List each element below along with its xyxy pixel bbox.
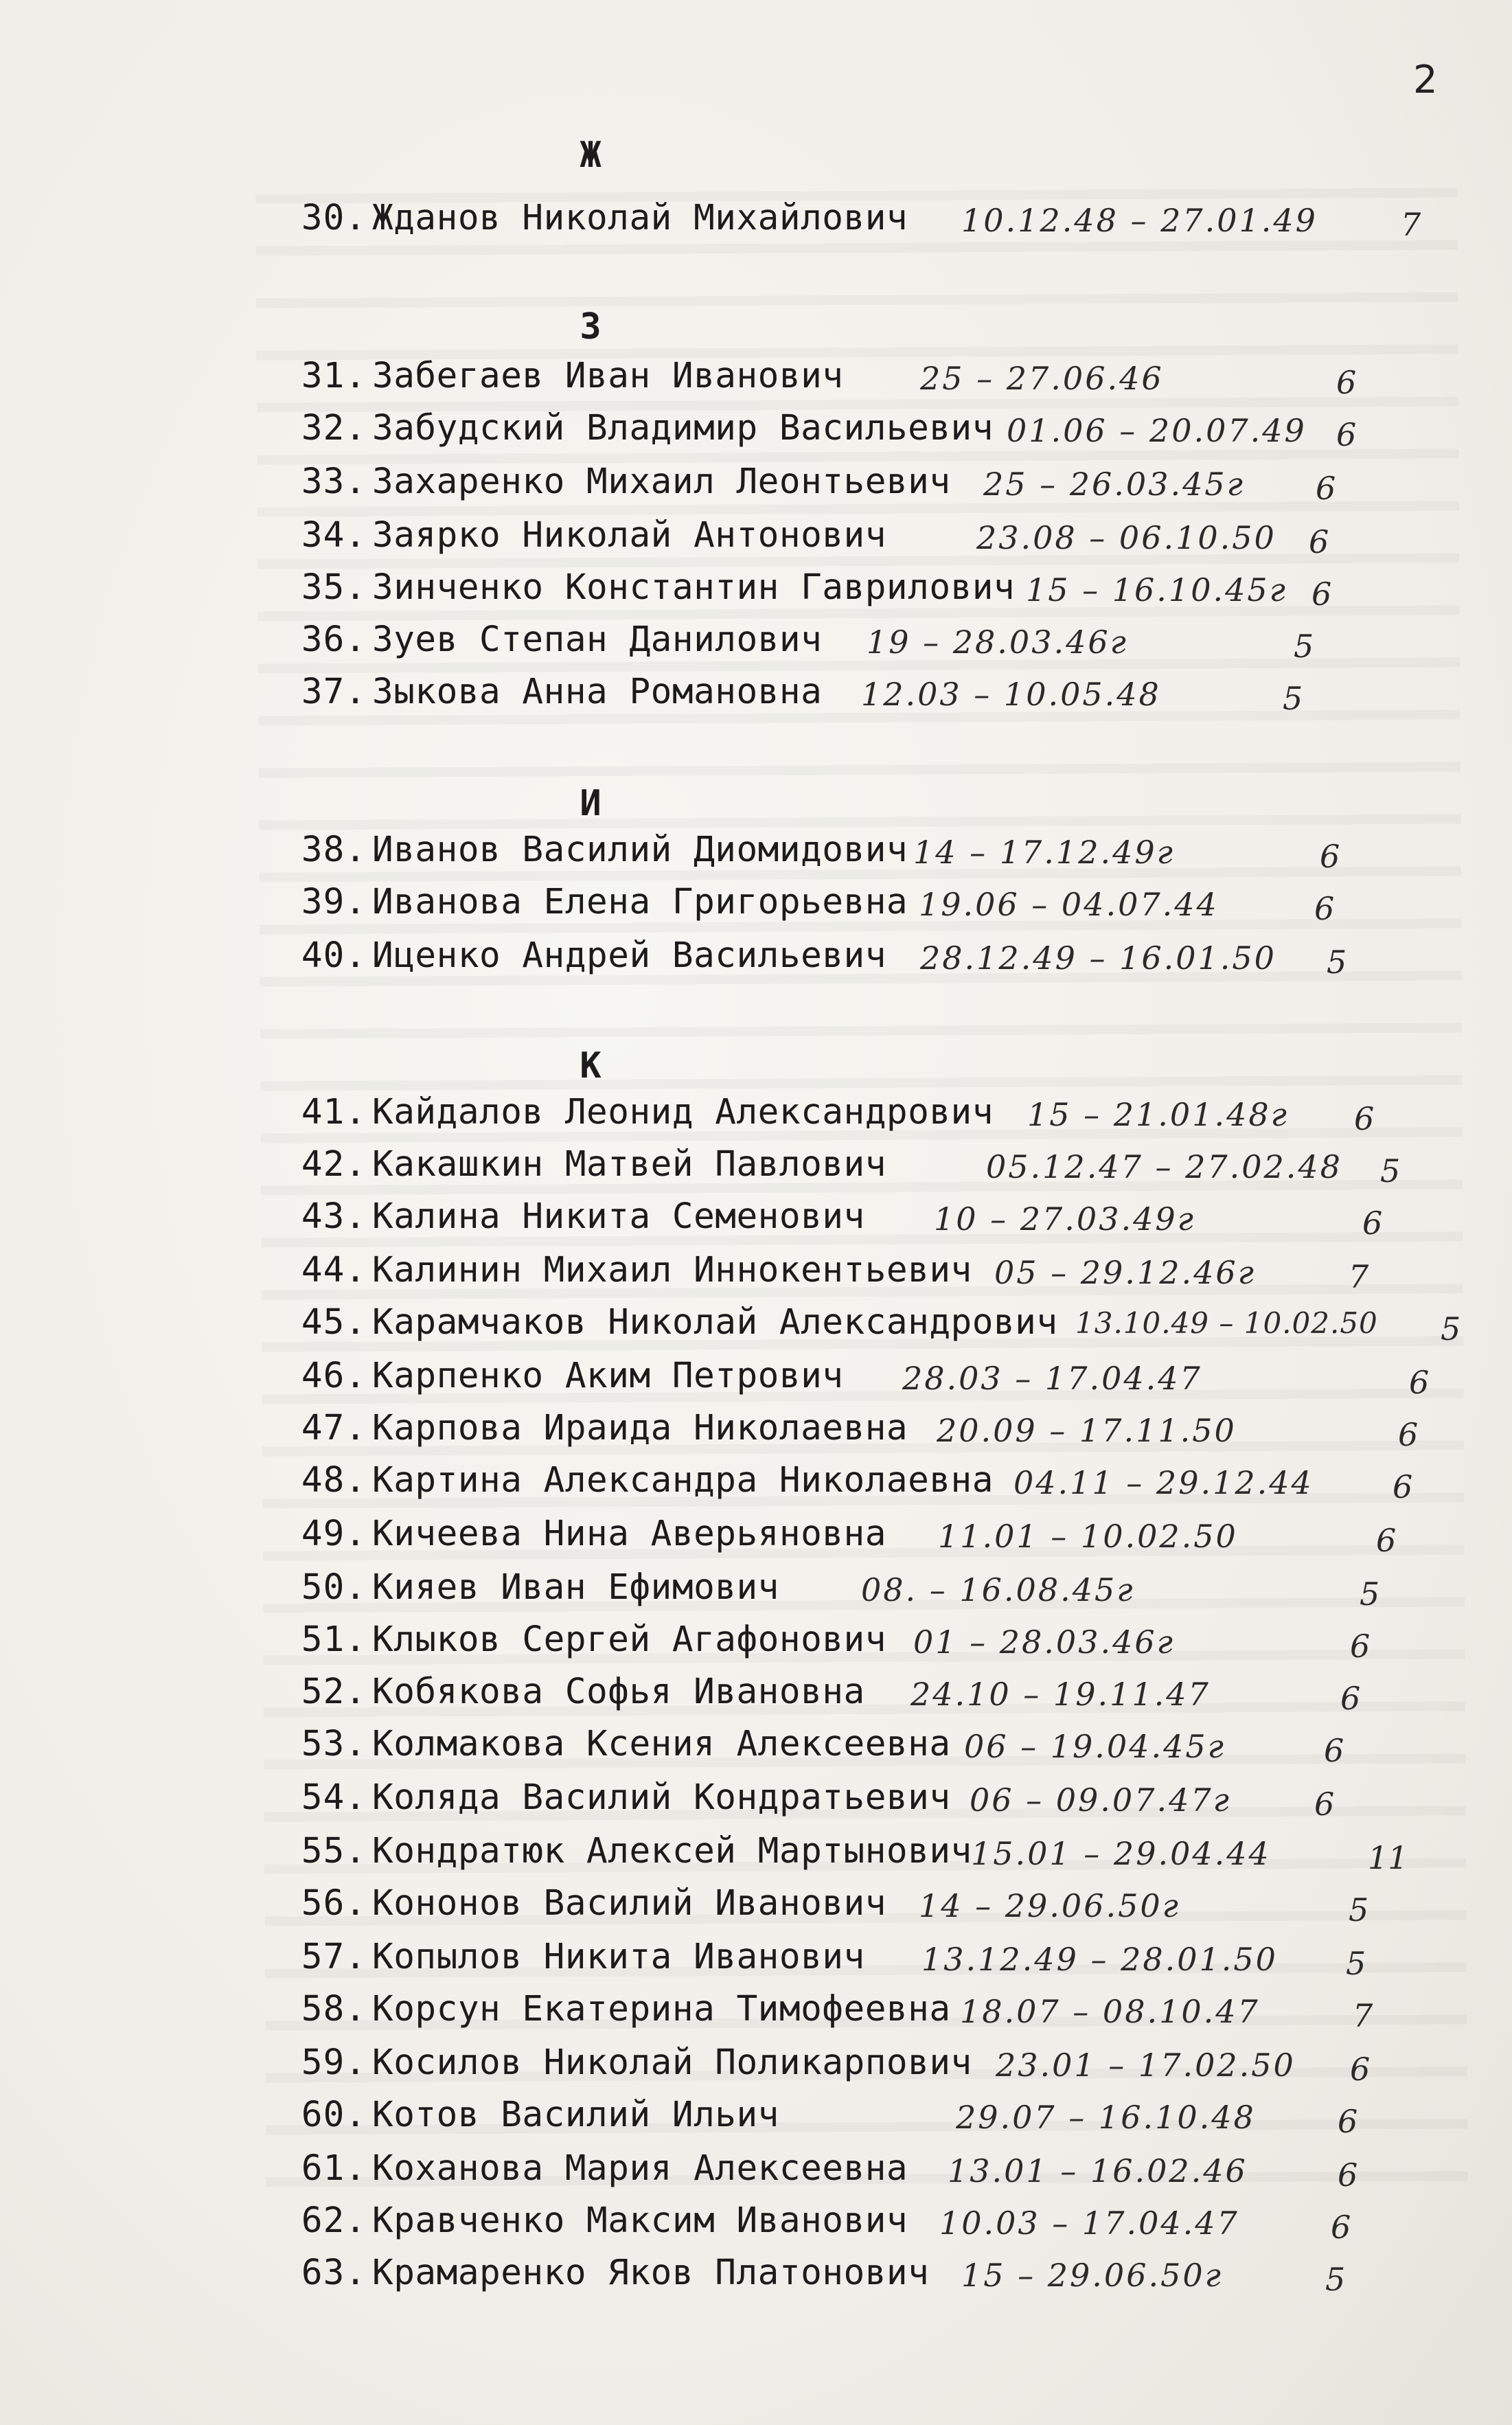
entry-dates: 13.12.49 – 28.01.50 bbox=[921, 1941, 1278, 1978]
entry-number: 35. bbox=[301, 567, 367, 608]
entry-dates: 15 – 21.01.48г bbox=[1027, 1096, 1289, 1133]
entry-dates: 13.01 – 16.02.46 bbox=[948, 2152, 1248, 2189]
entry-name: Захаренко Михаил Леонтьевич bbox=[372, 462, 951, 502]
entry-grade: 6 bbox=[1331, 2209, 1351, 2246]
entry-number: 41. bbox=[301, 1092, 367, 1132]
entry-number: 34. bbox=[301, 515, 367, 556]
list-item bbox=[0, 672, 1512, 724]
entry-number: 30. bbox=[301, 198, 367, 238]
entry-number: 54. bbox=[301, 1777, 367, 1818]
list-item bbox=[0, 1514, 1512, 1566]
entry-name: Косилов Николай Поликарпович bbox=[372, 2042, 972, 2083]
list-item bbox=[0, 2148, 1512, 2200]
entry-number: 62. bbox=[301, 2200, 367, 2241]
entry-grade: 6 bbox=[1314, 890, 1335, 927]
entry-name: Кияев Иван Ефимович bbox=[372, 1567, 779, 1608]
list-item bbox=[0, 2200, 1512, 2253]
list-item bbox=[0, 1883, 1512, 1935]
entry-grade: 11 bbox=[1368, 1839, 1408, 1876]
entry-dates: 28.03 – 17.04.47 bbox=[902, 1360, 1202, 1397]
entry-grade: 6 bbox=[1350, 2051, 1371, 2088]
entry-dates: 14 – 29.06.50г bbox=[919, 1887, 1180, 1924]
entry-grade: 6 bbox=[1350, 1628, 1371, 1665]
entry-grade: 7 bbox=[1349, 1258, 1369, 1295]
list-item bbox=[0, 1724, 1512, 1776]
list-item bbox=[0, 1937, 1512, 1989]
entry-number: 56. bbox=[301, 1883, 367, 1924]
list-item bbox=[0, 515, 1512, 567]
entry-number: 59. bbox=[301, 2042, 367, 2083]
entry-dates: 15 – 29.06.50г bbox=[961, 2257, 1223, 2294]
entry-dates: 10.12.48 – 27.01.49 bbox=[961, 202, 1318, 239]
entry-name: Картина Александра Николаевна bbox=[372, 1460, 994, 1501]
entry-dates: 14 – 17.12.49г bbox=[913, 834, 1175, 871]
entry-dates: 19 – 28.03.46г bbox=[867, 624, 1128, 661]
section-letter-zh: Ж bbox=[580, 135, 602, 176]
entry-grade: 5 bbox=[1325, 2261, 1346, 2298]
entry-number: 61. bbox=[301, 2148, 367, 2189]
entry-number: 50. bbox=[301, 1567, 367, 1608]
entry-dates: 06 – 19.04.45г bbox=[964, 1728, 1226, 1765]
entry-dates: 15.01 – 29.04.44 bbox=[971, 1835, 1271, 1872]
entry-name: Кондратюк Алексей Мартынович bbox=[372, 1831, 972, 1871]
entry-number: 42. bbox=[301, 1144, 367, 1185]
entry-name: Кононов Василий Иванович bbox=[372, 1883, 886, 1924]
list-item bbox=[0, 1567, 1512, 1619]
entry-grade: 6 bbox=[1338, 2156, 1358, 2194]
entry-grade: 6 bbox=[1324, 1732, 1344, 1769]
entry-name: Иванова Елена Григорьевна bbox=[372, 882, 908, 922]
entry-dates: 24.10 – 19.11.47 bbox=[910, 1676, 1211, 1713]
list-item bbox=[0, 1460, 1512, 1512]
list-item bbox=[0, 462, 1512, 514]
entry-dates: 23.08 – 06.10.50 bbox=[976, 519, 1276, 556]
section-letter-i: И bbox=[580, 783, 602, 824]
page-number: 2 bbox=[1413, 58, 1438, 102]
entry-grade: 6 bbox=[1362, 1205, 1383, 1242]
entry-name: Кайдалов Леонид Александрович bbox=[372, 1092, 994, 1132]
entry-grade: 5 bbox=[1294, 628, 1314, 665]
entry-number: 60. bbox=[301, 2095, 367, 2135]
entry-grade: 5 bbox=[1327, 944, 1347, 981]
entry-grade: 6 bbox=[1354, 1100, 1375, 1137]
entry-dates: 06 – 09.07.47г bbox=[970, 1781, 1231, 1819]
list-item bbox=[0, 1092, 1512, 1144]
entry-dates: 10.03 – 17.04.47 bbox=[939, 2205, 1239, 2242]
entry-dates: 28.12.49 – 16.01.50 bbox=[920, 940, 1276, 977]
entry-number: 63. bbox=[301, 2253, 367, 2293]
list-item bbox=[0, 830, 1512, 882]
entry-dates: 01.06 – 20.07.49 bbox=[1007, 412, 1307, 449]
entry-dates: 29.07 – 16.10.48 bbox=[956, 2099, 1256, 2136]
entry-number: 52. bbox=[301, 1672, 367, 1712]
entry-name: Заярко Николай Антонович bbox=[372, 515, 886, 556]
entry-name: Кравченко Максим Иванович bbox=[372, 2200, 908, 2241]
entry-name: Калинин Михаил Иннокентьевич bbox=[372, 1250, 972, 1290]
entry-dates: 10 – 27.03.49г bbox=[934, 1200, 1195, 1238]
entry-name: Котов Василий Ильич bbox=[372, 2095, 779, 2135]
entry-name: Коляда Василий Кондратьевич bbox=[372, 1777, 951, 1818]
entry-number: 31. bbox=[301, 356, 367, 396]
entry-name: Зуев Степан Данилович bbox=[372, 619, 823, 660]
list-item bbox=[0, 1672, 1512, 1724]
entry-dates: 05 – 29.12.46г bbox=[994, 1254, 1256, 1291]
entry-dates: 25 – 26.03.45г bbox=[983, 466, 1245, 503]
list-item bbox=[0, 1196, 1512, 1249]
entry-grade: 6 bbox=[1320, 838, 1340, 875]
list-item bbox=[0, 2042, 1512, 2095]
entry-name: Карпенко Аким Петрович bbox=[372, 1356, 844, 1396]
list-item bbox=[0, 356, 1512, 408]
list-item bbox=[0, 2253, 1512, 2305]
entry-number: 32. bbox=[301, 408, 367, 448]
entry-name: Забудский Владимир Васильевич bbox=[372, 408, 994, 448]
entry-dates: 23.01 – 17.02.50 bbox=[996, 2047, 1296, 2084]
entry-name: Клыков Сергей Агафонович bbox=[372, 1619, 886, 1660]
entry-dates: 19.06 – 04.07.44 bbox=[919, 886, 1219, 923]
entry-name: Забегаев Иван Иванович bbox=[372, 356, 844, 396]
list-item bbox=[0, 567, 1512, 619]
list-item bbox=[0, 1250, 1512, 1302]
entry-name: Кичеева Нина Аверьяновна bbox=[372, 1514, 886, 1554]
entry-name: Калина Никита Семенович bbox=[372, 1196, 865, 1237]
entry-grade: 5 bbox=[1441, 1310, 1461, 1347]
entry-grade: 5 bbox=[1360, 1575, 1380, 1613]
entry-number: 39. bbox=[301, 882, 367, 922]
section-letter-z: З bbox=[580, 306, 602, 348]
entry-name: Жданов Николай Михайлович bbox=[372, 198, 908, 238]
entry-grade: 6 bbox=[1409, 1364, 1430, 1401]
entry-name: Крамаренко Яков Платонович bbox=[372, 2253, 930, 2293]
entry-dates: 15 – 16.10.45г bbox=[1026, 571, 1287, 608]
entry-number: 53. bbox=[301, 1724, 367, 1764]
entry-grade: 6 bbox=[1393, 1468, 1413, 1505]
entry-name: Карпова Ираида Николаевна bbox=[372, 1408, 908, 1448]
entry-number: 45. bbox=[301, 1302, 367, 1343]
entry-grade: 6 bbox=[1338, 2103, 1358, 2140]
entry-name: Корсун Екатерина Тимофеевна bbox=[372, 1989, 951, 2029]
entry-grade: 6 bbox=[1316, 470, 1336, 507]
list-item bbox=[0, 935, 1512, 988]
entry-grade: 6 bbox=[1340, 1680, 1361, 1717]
entry-number: 33. bbox=[301, 462, 367, 502]
entry-grade: 5 bbox=[1380, 1152, 1401, 1189]
entry-dates: 05.12.47 – 27.02.48 bbox=[986, 1148, 1342, 1185]
entry-dates: 01 – 28.03.46г bbox=[913, 1624, 1175, 1661]
entry-name: Коханова Мария Алексеевна bbox=[372, 2148, 908, 2189]
entry-grade: 6 bbox=[1311, 576, 1332, 613]
list-item bbox=[0, 1302, 1512, 1354]
entry-dates: 11.01 – 10.02.50 bbox=[938, 1518, 1238, 1555]
entry-name: Какашкин Матвей Павлович bbox=[372, 1144, 886, 1185]
entry-grade: 6 bbox=[1314, 1786, 1335, 1823]
entry-number: 40. bbox=[301, 935, 367, 976]
entry-number: 58. bbox=[301, 1989, 367, 2029]
entry-dates: 20.09 – 17.11.50 bbox=[937, 1412, 1237, 1449]
list-item bbox=[0, 408, 1512, 460]
entry-number: 37. bbox=[301, 672, 367, 712]
list-item bbox=[0, 2095, 1512, 2147]
entry-grade: 5 bbox=[1283, 680, 1303, 717]
list-item bbox=[0, 198, 1512, 250]
entry-grade: 7 bbox=[1353, 1997, 1373, 2034]
section-letter-k: К bbox=[580, 1045, 602, 1086]
entry-grade: 6 bbox=[1336, 364, 1357, 401]
entry-name: Карамчаков Николай Александрович bbox=[372, 1302, 1058, 1343]
entry-number: 46. bbox=[301, 1356, 367, 1396]
entry-number: 44. bbox=[301, 1250, 367, 1290]
entry-grade: 6 bbox=[1376, 1522, 1397, 1559]
entry-number: 51. bbox=[301, 1619, 367, 1660]
entry-number: 43. bbox=[301, 1196, 367, 1237]
entry-name: Зыкова Анна Романовна bbox=[372, 672, 823, 712]
entry-number: 48. bbox=[301, 1460, 367, 1501]
entry-name: Иценко Андрей Васильевич bbox=[372, 935, 886, 976]
list-item bbox=[0, 1619, 1512, 1672]
entry-number: 38. bbox=[301, 830, 367, 870]
entry-name: Зинченко Константин Гаврилович bbox=[372, 567, 1016, 608]
entry-dates: 18.07 – 08.10.47 bbox=[960, 1993, 1260, 2030]
entry-grade: 7 bbox=[1401, 206, 1421, 243]
list-item bbox=[0, 1777, 1512, 1830]
entry-number: 36. bbox=[301, 619, 367, 660]
entry-dates: 13.10.49 – 10.02.50 bbox=[1075, 1306, 1378, 1340]
entry-number: 49. bbox=[301, 1514, 367, 1554]
entry-number: 55. bbox=[301, 1831, 367, 1871]
entry-name: Иванов Василий Диомидович bbox=[372, 830, 908, 870]
list-item bbox=[0, 1989, 1512, 2041]
entry-grade: 6 bbox=[1309, 523, 1329, 560]
entry-grade: 5 bbox=[1349, 1891, 1369, 1928]
list-item bbox=[0, 619, 1512, 672]
entry-dates: 04.11 – 29.12.44 bbox=[1013, 1464, 1314, 1501]
entry-number: 57. bbox=[301, 1937, 367, 1977]
entry-dates: 12.03 – 10.05.48 bbox=[861, 676, 1161, 713]
entry-grade: 5 bbox=[1346, 1945, 1366, 1982]
entry-dates: 25 – 27.06.46 bbox=[920, 360, 1164, 397]
entry-name: Колмакова Ксения Алексеевна bbox=[372, 1724, 951, 1764]
list-item bbox=[0, 1144, 1512, 1196]
entry-number: 47. bbox=[301, 1408, 367, 1448]
entry-name: Кобякова Софья Ивановна bbox=[372, 1672, 865, 1712]
entry-grade: 6 bbox=[1398, 1416, 1419, 1453]
entry-name: Копылов Никита Иванович bbox=[372, 1937, 865, 1977]
list-item bbox=[0, 1408, 1512, 1460]
entry-dates: 08. – 16.08.45г bbox=[861, 1571, 1135, 1608]
list-item bbox=[0, 1356, 1512, 1408]
list-item bbox=[0, 1831, 1512, 1883]
entry-grade: 6 bbox=[1336, 416, 1357, 453]
list-item bbox=[0, 882, 1512, 934]
